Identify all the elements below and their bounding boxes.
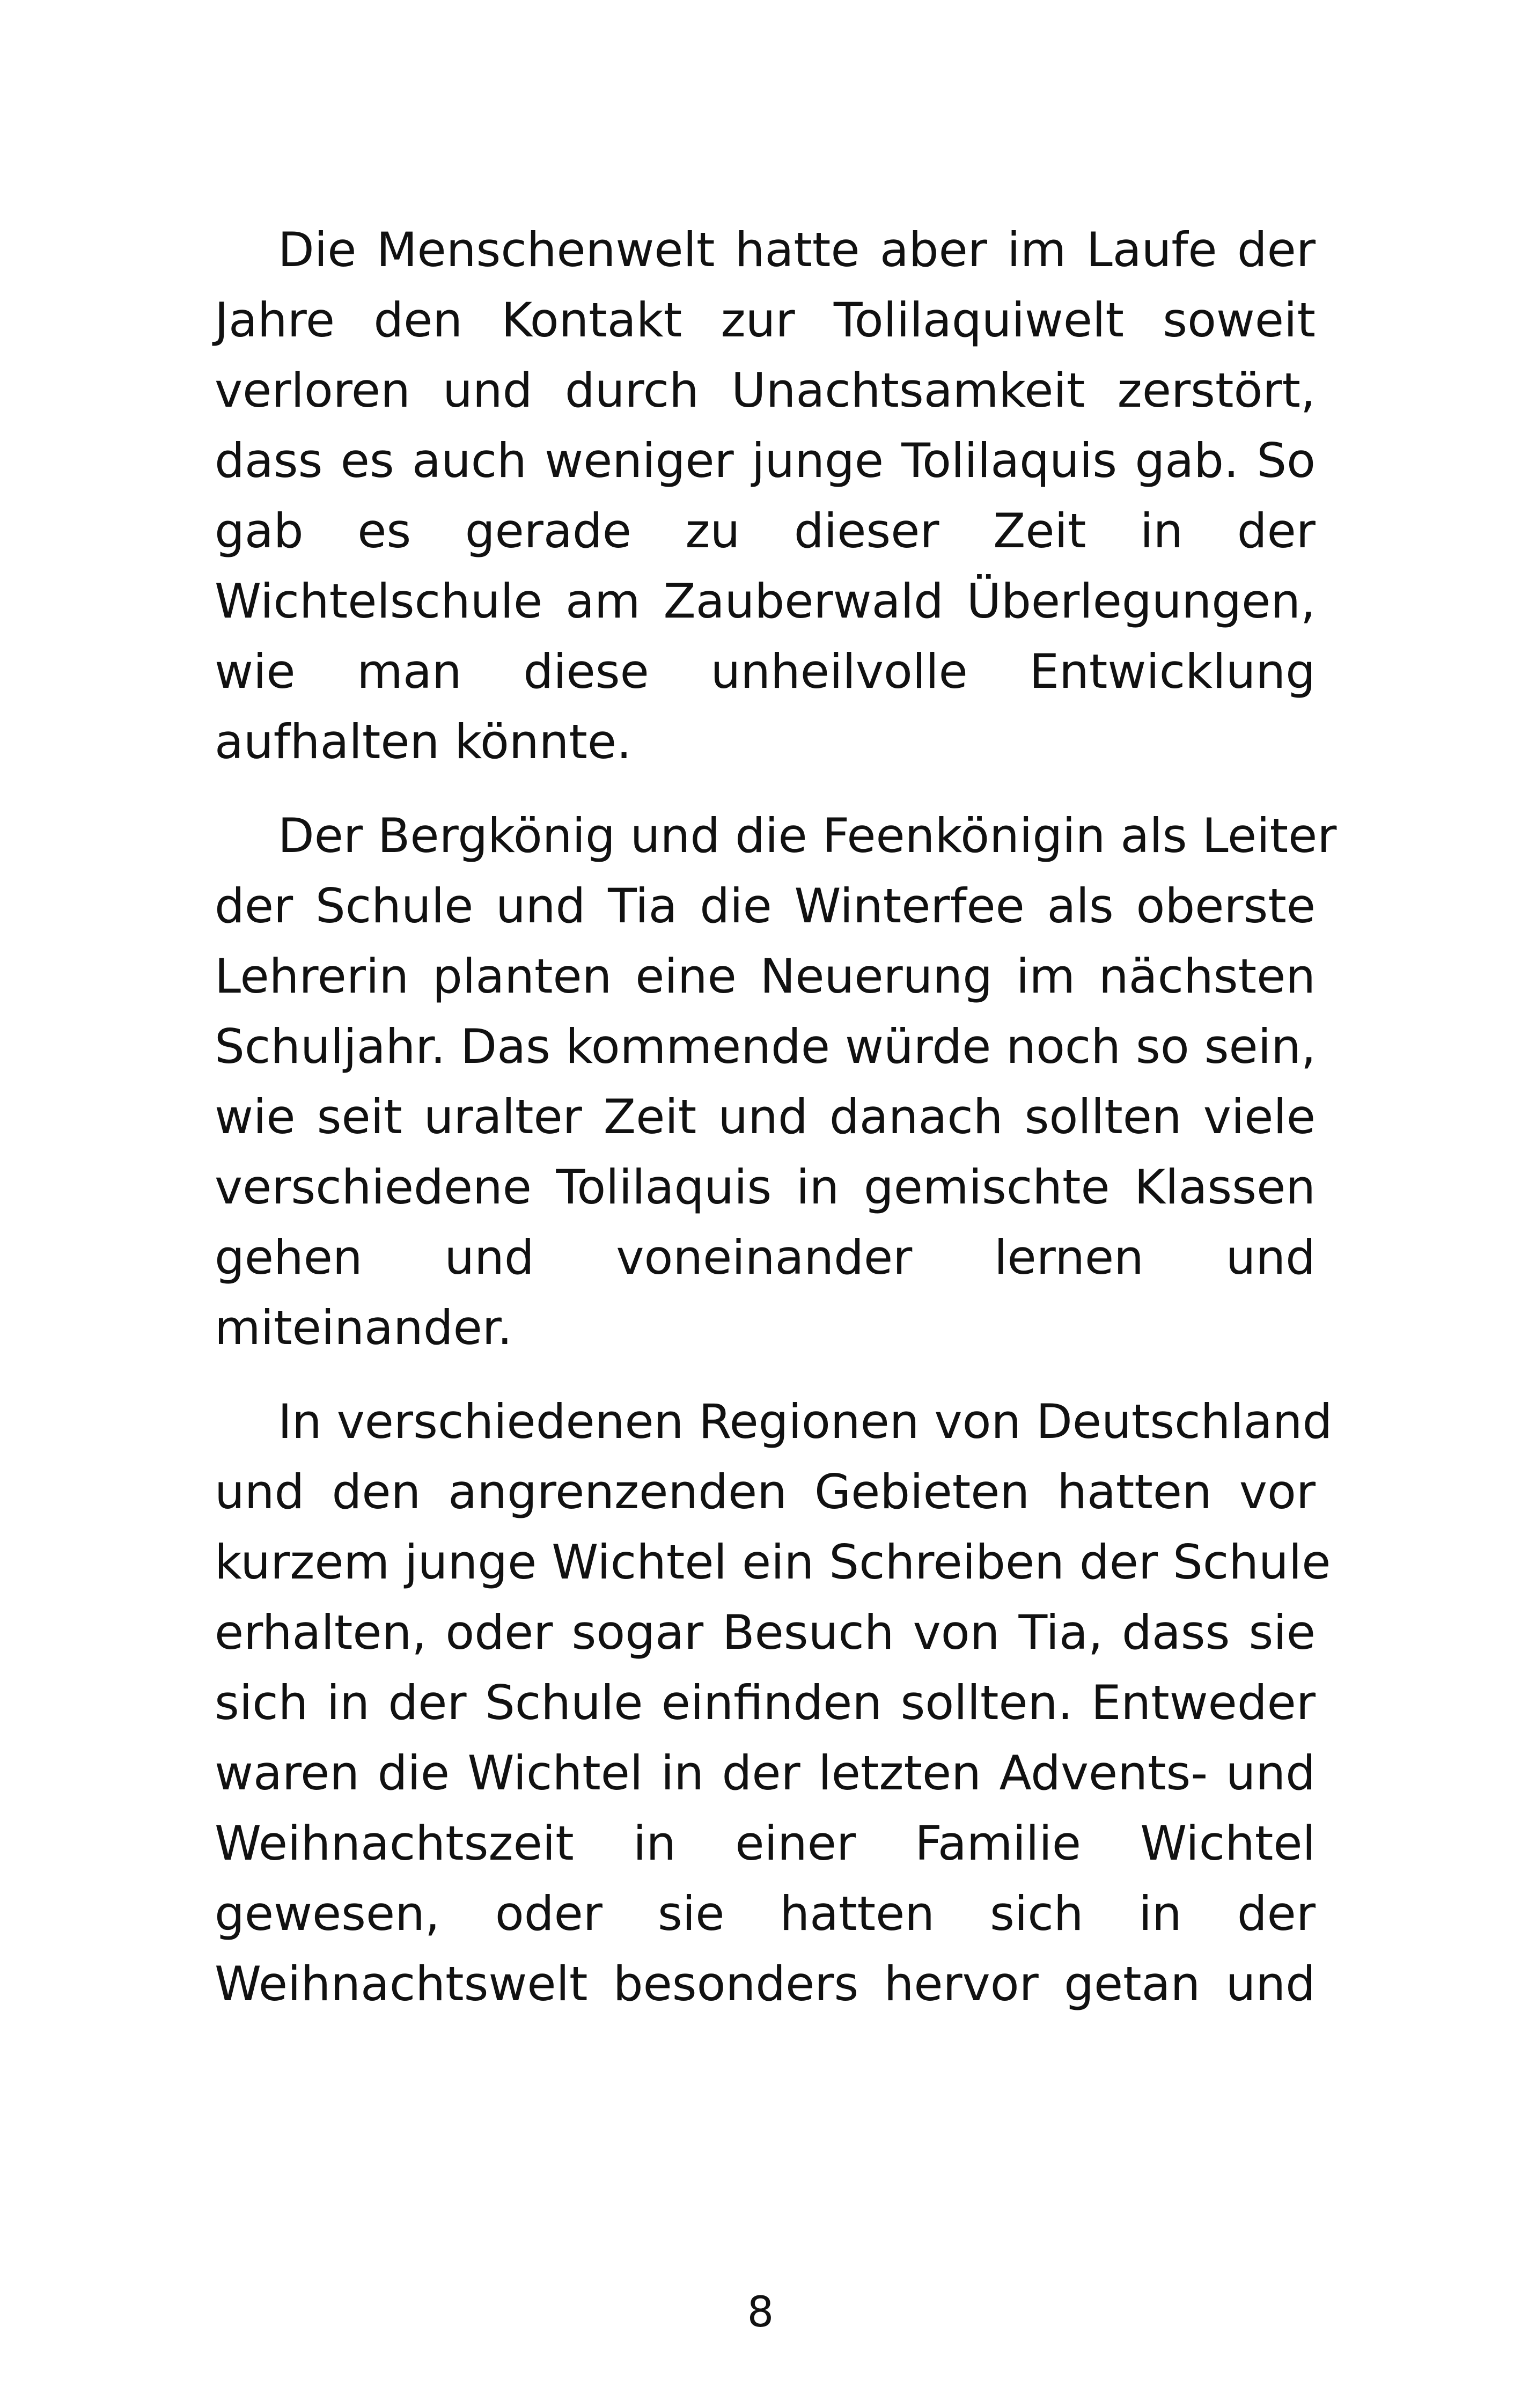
paragraph-1 — [215, 215, 1316, 777]
paragraph-line: und den angrenzenden Gebieten hatten vor — [215, 1464, 1316, 1519]
paragraph-line: miteinander. — [215, 1300, 512, 1355]
paragraph-line: erhalten, oder sogar Besuch von Tia, dass sie — [215, 1605, 1316, 1660]
paragraph-line: Schuljahr. Das kommende würde noch so sein, — [215, 1019, 1316, 1074]
paragraph-line: Die Menschenwelt hatte aber im Laufe der — [278, 222, 1316, 277]
paragraph-line: der Schule und Tia die Winterfee als oberste — [215, 878, 1316, 934]
paragraph-line: waren die Wichtel in der letzten Advents- und — [215, 1745, 1316, 1801]
paragraph-line: verschiedene Tolilaquis in gemischte Klassen — [215, 1159, 1316, 1215]
paragraph-line: gehen und voneinander lernen und — [215, 1230, 1316, 1285]
paragraph-line: Weihnachtszeit in einer Familie Wichtel — [215, 1816, 1316, 1871]
paragraph-line: Der Bergkönig und die Feenkönigin als Leiter — [278, 808, 1337, 863]
paragraph-line: aufhalten könnte. — [215, 714, 632, 769]
page-number: 8 — [747, 2288, 774, 2337]
paragraph-3 — [215, 1386, 1333, 2019]
paragraph-line: Wichtelschule am Zauberwald Überlegungen, — [215, 574, 1316, 629]
paragraph-2 — [215, 801, 1337, 1363]
body-text — [215, 215, 1337, 2019]
paragraph-line: gab es gerade zu dieser Zeit in der — [215, 503, 1316, 559]
paragraph-line: Weihnachtswelt besonders hervor getan und — [215, 1956, 1316, 2011]
paragraph-line: gewesen, oder sie hatten sich in der — [215, 1886, 1316, 1941]
paragraph-line: kurzem junge Wichtel ein Schreiben der Schule — [215, 1535, 1331, 1590]
paragraph-line: dass es auch weniger junge Tolilaquis gab. So — [215, 433, 1316, 488]
paragraph-line: sich in der Schule einfinden sollten. Entweder — [215, 1675, 1316, 1730]
paragraph-line: In verschiedenen Regionen von Deutschland — [278, 1394, 1333, 1449]
paragraph-line: wie man diese unheilvolle Entwicklung — [215, 644, 1316, 699]
paragraph-line: verloren und durch Unachtsamkeit zerstört, — [215, 363, 1316, 418]
paragraph-line: Jahre den Kontakt zur Tolilaquiwelt soweit — [215, 292, 1316, 348]
paragraph-line: Lehrerin planten eine Neuerung im nächsten — [215, 949, 1316, 1004]
paragraph-line: wie seit uralter Zeit und danach sollten viele — [215, 1089, 1316, 1144]
